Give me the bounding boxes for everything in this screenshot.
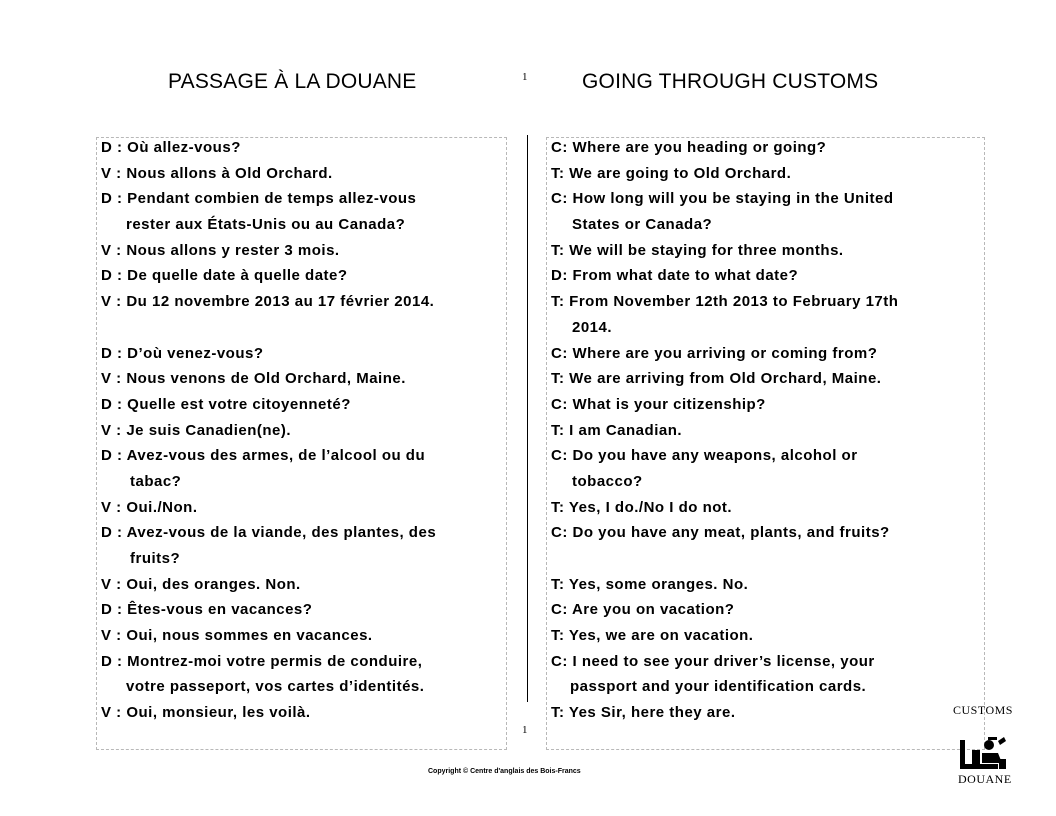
- english-dialogue-line: [551, 263, 984, 289]
- english-dialogue-line: [551, 392, 984, 418]
- english-dialogue-line: [551, 186, 984, 212]
- english-dialogue-line: [551, 135, 984, 161]
- page-number-bottom: 1: [522, 724, 528, 736]
- speaker-label: V :: [101, 421, 122, 439]
- speaker-label: T:: [551, 498, 565, 516]
- dialogue-text: passport and your identification cards.: [570, 678, 867, 696]
- dialogue-text: Oui, des oranges. Non.: [121, 575, 301, 593]
- speaker-label: D :: [101, 139, 123, 156]
- logo-douane-label: DOUANE: [958, 772, 1012, 786]
- speaker-label: T:: [551, 704, 565, 722]
- dialogue-text: From November 12th 2013 to February 17th: [564, 293, 899, 311]
- english-dialogue-line: [551, 238, 984, 264]
- french-dialogue-line: [101, 418, 506, 444]
- french-dialogue-panel: [96, 137, 507, 750]
- dialogue-text: Pendant combien de temps allez-vous: [122, 190, 417, 208]
- english-dialogue-line: [551, 161, 984, 187]
- dialogue-text: Do you have any meat, plants, and fruits?: [567, 524, 890, 542]
- speaker-label: V :: [101, 627, 122, 645]
- speaker-label: V :: [101, 293, 122, 311]
- french-dialogue-line: [101, 186, 506, 212]
- dialogue-text: We are going to Old Orchard.: [564, 164, 792, 182]
- speaker-label: C:: [551, 447, 568, 465]
- dialogue-text: What is your citizenship?: [567, 395, 766, 413]
- dialogue-text: Quelle est votre citoyenneté?: [122, 395, 351, 413]
- customs-officer-icon: [958, 737, 1008, 771]
- french-dialogue-line: [101, 597, 506, 623]
- french-dialogue-line: [101, 366, 506, 392]
- dialogue-text: Where are you heading or going?: [567, 139, 827, 156]
- dialogue-text: States or Canada?: [572, 216, 713, 234]
- english-dialogue-line: [551, 315, 984, 341]
- french-dialogue-line: [101, 212, 506, 238]
- dialogue-text: Avez-vous de la viande, des plantes, des: [122, 524, 437, 542]
- dialogue-text: D’où venez-vous?: [122, 344, 264, 362]
- english-title: GOING THROUGH CUSTOMS: [582, 70, 879, 93]
- speaker-label: C:: [551, 524, 568, 542]
- dialogue-text: rester aux États-Unis ou au Canada?: [126, 216, 406, 234]
- dialogue-text: Du 12 novembre 2013 au 17 février 2014.: [121, 293, 435, 311]
- dialogue-text: Êtes-vous en vacances?: [122, 601, 313, 619]
- french-dialogue-line: [101, 572, 506, 598]
- english-dialogue-panel: [546, 137, 985, 750]
- french-dialogue-line: [101, 135, 506, 161]
- speaker-label: D :: [101, 447, 123, 465]
- english-dialogue-lines: [551, 135, 984, 726]
- speaker-label: C:: [551, 139, 568, 156]
- english-dialogue-line: [551, 546, 984, 572]
- french-dialogue-line: [101, 238, 506, 264]
- dialogue-text: De quelle date à quelle date?: [122, 267, 348, 285]
- speaker-label: T:: [551, 575, 565, 593]
- speaker-label: T:: [551, 241, 565, 259]
- dialogue-text: Nous venons de Old Orchard, Maine.: [121, 370, 406, 388]
- dialogue-text: I need to see your driver’s license, your: [567, 652, 875, 670]
- dialogue-text: Avez-vous des armes, de l’alcool ou du: [122, 447, 426, 465]
- dialogue-text: I am Canadian.: [564, 421, 683, 439]
- dialogue-text: votre passeport, vos cartes d’identités.: [126, 678, 425, 696]
- dialogue-text: Yes, we are on vacation.: [564, 627, 754, 645]
- speaker-label: C:: [551, 652, 568, 670]
- speaker-label: C:: [551, 344, 568, 362]
- french-dialogue-line: [101, 674, 506, 700]
- dialogue-text: tabac?: [130, 472, 182, 490]
- speaker-label: V :: [101, 164, 122, 182]
- speaker-label: T:: [551, 370, 565, 388]
- speaker-label: V :: [101, 704, 122, 722]
- english-dialogue-line: [551, 572, 984, 598]
- speaker-label: T:: [551, 421, 565, 439]
- speaker-label: T:: [551, 627, 565, 645]
- speaker-label: V :: [101, 370, 122, 388]
- dialogue-text: Yes, some oranges. No.: [564, 575, 749, 593]
- dialogue-text: Oui, monsieur, les voilà.: [121, 704, 311, 722]
- french-dialogue-line: [101, 623, 506, 649]
- english-dialogue-line: [551, 649, 984, 675]
- dialogue-text: Yes Sir, here they are.: [564, 704, 736, 722]
- dialogue-text: Nous allons y rester 3 mois.: [121, 241, 340, 259]
- center-divider: [527, 135, 528, 702]
- dialogue-text: Yes, I do./No I do not.: [564, 498, 733, 516]
- dialogue-text: How long will you be staying in the United: [567, 190, 894, 208]
- english-dialogue-line: [551, 443, 984, 469]
- logo-customs-label: CUSTOMS: [953, 703, 1013, 717]
- french-dialogue-line: [101, 341, 506, 367]
- dialogue-text: Nous allons à Old Orchard.: [121, 164, 333, 182]
- speaker-label: D :: [101, 190, 123, 208]
- english-dialogue-line: [551, 341, 984, 367]
- speaker-label: D :: [101, 267, 123, 285]
- dialogue-text: Où allez-vous?: [122, 139, 241, 156]
- dialogue-text: fruits?: [130, 550, 181, 567]
- french-dialogue-line: [101, 161, 506, 187]
- english-dialogue-line: [551, 623, 984, 649]
- english-dialogue-line: [551, 495, 984, 521]
- speaker-label: V :: [101, 575, 122, 593]
- english-dialogue-line: [551, 469, 984, 495]
- english-dialogue-line: [551, 597, 984, 623]
- english-dialogue-line: [551, 520, 984, 546]
- speaker-label: V :: [101, 241, 122, 259]
- french-title: PASSAGE À LA DOUANE: [168, 70, 417, 93]
- english-dialogue-line: [551, 674, 984, 700]
- french-dialogue-line: [101, 443, 506, 469]
- french-dialogue-line: [101, 546, 506, 572]
- dialogue-text: Je suis Canadien(ne).: [121, 421, 292, 439]
- dialogue-text: Where are you arriving or coming from?: [567, 344, 878, 362]
- french-dialogue-line: [101, 520, 506, 546]
- french-dialogue-line: [101, 315, 506, 341]
- speaker-label: D :: [101, 395, 123, 413]
- page-number-top: 1: [522, 71, 528, 83]
- speaker-label: D :: [101, 344, 123, 362]
- speaker-label: V :: [101, 498, 122, 516]
- dialogue-text: Do you have any weapons, alcohol or: [567, 447, 858, 465]
- speaker-label: T:: [551, 293, 565, 311]
- english-dialogue-line: [551, 418, 984, 444]
- french-dialogue-lines: [101, 135, 506, 726]
- english-dialogue-line: [551, 212, 984, 238]
- english-dialogue-line: [551, 289, 984, 315]
- speaker-label: T:: [551, 164, 565, 182]
- dialogue-text: We will be staying for three months.: [564, 241, 844, 259]
- dialogue-text: Montrez-moi votre permis de conduire,: [122, 652, 423, 670]
- french-dialogue-line: [101, 469, 506, 495]
- copyright-notice: Copyright © Centre d'anglais des Bois-Francs: [428, 768, 581, 775]
- speaker-label: C:: [551, 190, 568, 208]
- speaker-label: C:: [551, 601, 568, 619]
- english-dialogue-line: [551, 700, 984, 726]
- speaker-label: C:: [551, 395, 568, 413]
- english-dialogue-line: [551, 366, 984, 392]
- dialogue-text: From what date to what date?: [567, 267, 799, 285]
- dialogue-text: 2014.: [572, 318, 613, 336]
- dialogue-text: Are you on vacation?: [567, 601, 735, 619]
- french-dialogue-line: [101, 289, 506, 315]
- speaker-label: D :: [101, 601, 123, 619]
- french-dialogue-line: [101, 649, 506, 675]
- french-dialogue-line: [101, 495, 506, 521]
- french-dialogue-line: [101, 263, 506, 289]
- dialogue-text: We are arriving from Old Orchard, Maine.: [564, 370, 882, 388]
- french-dialogue-line: [101, 700, 506, 726]
- dialogue-text: tobacco?: [572, 472, 643, 490]
- dialogue-text: Oui, nous sommes en vacances.: [121, 627, 373, 645]
- speaker-label: D:: [551, 267, 568, 285]
- dialogue-text: Oui./Non.: [121, 498, 198, 516]
- speaker-label: D :: [101, 652, 123, 670]
- speaker-label: D :: [101, 524, 123, 542]
- french-dialogue-line: [101, 392, 506, 418]
